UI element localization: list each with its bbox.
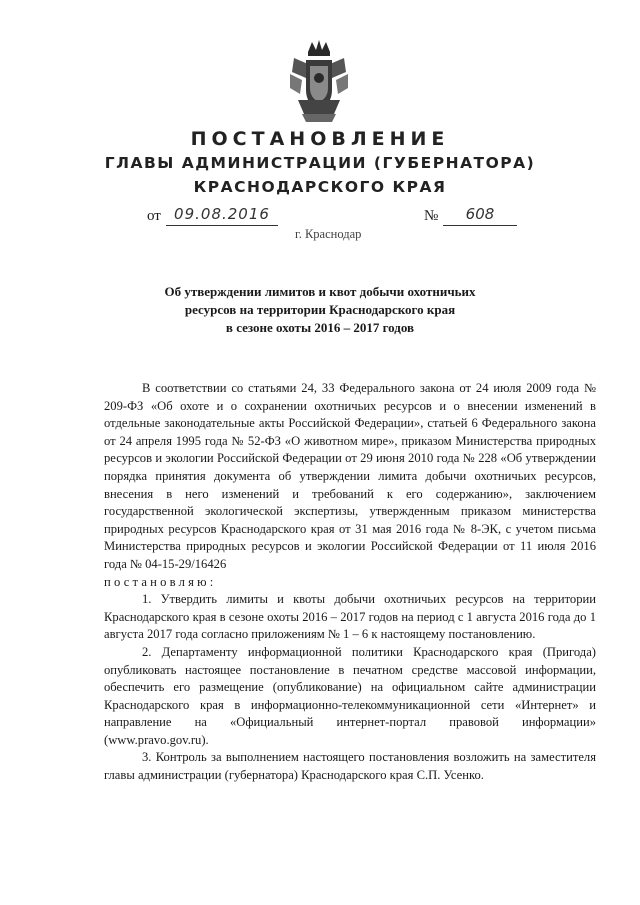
subject-line-3: в сезоне охоты 2016 – 2017 годов xyxy=(225,320,415,335)
document-authority-line: ГЛАВЫ АДМИНИСТРАЦИИ (ГУБЕРНАТОРА) xyxy=(104,154,536,172)
document-region-line: КРАСНОДАРСКОГО КРАЯ xyxy=(193,178,447,196)
document-body xyxy=(104,380,596,785)
document-city: г. Краснодар xyxy=(295,227,362,241)
document-number: 608 xyxy=(443,205,517,226)
document-date: 09.08.2016 xyxy=(166,205,278,226)
document-subject xyxy=(150,283,490,337)
clause-1: 1. Утвердить лимиты и квоты добычи охотничьих ресурсов на территории Краснодарского края в сезоне охоты 2016 – 2017 годов на период с 1 августа 2016 года до 1 августа 2017 года согласно приложениям № 1 – 6 к настоящему постановлению. xyxy=(104,592,596,642)
clause-3: 3. Контроль за выполнением настоящего постановления возложить на заместителя главы администрации (губернатора) Краснодарского края С.П. Усенко. xyxy=(104,750,596,783)
decree-word: постановляю: xyxy=(104,574,217,589)
date-prefix: от xyxy=(147,208,161,224)
preamble-paragraph: В соответствии со статьями 24, 33 Федерального закона от 24 июля 2009 года № 209-ФЗ «Об охоте и о сохранении охотничьих ресурсов и о внесении изменений в отдельные законодательные акты Российской Федерации», статьей 6 Федерального закона от 24 апреля 1995 года № 52-ФЗ «О животном мире», приказом Министерства природных ресурсов и экологии Российской Федерации от 29 июня 2010 года № 228 «Об утверждении порядка принятия документа об утверждении лимита добычи охотничьих ресурсов, внесения в него изменений и требований к его содержанию», заключением государственной экологической экспертизы, утвержденным приказом министерства природных ресурсов Краснодарского края от 31 мая 2016 года № 8-ЭК, с учетом письма Министерства природных ресурсов и экологии Российской Федерации от 11 июля 2016 года № 04-15-29/16426 xyxy=(104,381,596,571)
number-prefix: № xyxy=(424,208,439,224)
subject-line-1: Об утверждении лимитов и квот добычи охотничьих xyxy=(164,284,476,299)
clause-2: 2. Департаменту информационной политики Краснодарского края (Пригода) опубликовать настоящее постановление в печатном средстве массовой информации, обеспечить его размещение (опубликование) на официальном сайте администрации Краснодарского края в информационно-телекоммуникационной сети «Интернет» и направление на «Официальный интернет-портал правовой информации» (www.pravo.gov.ru). xyxy=(104,644,596,747)
document-title: ПОСТАНОВЛЕНИЕ xyxy=(190,128,450,150)
subject-line-2: ресурсов на территории Краснодарского края xyxy=(184,302,456,317)
coat-of-arms-emblem xyxy=(288,38,350,124)
